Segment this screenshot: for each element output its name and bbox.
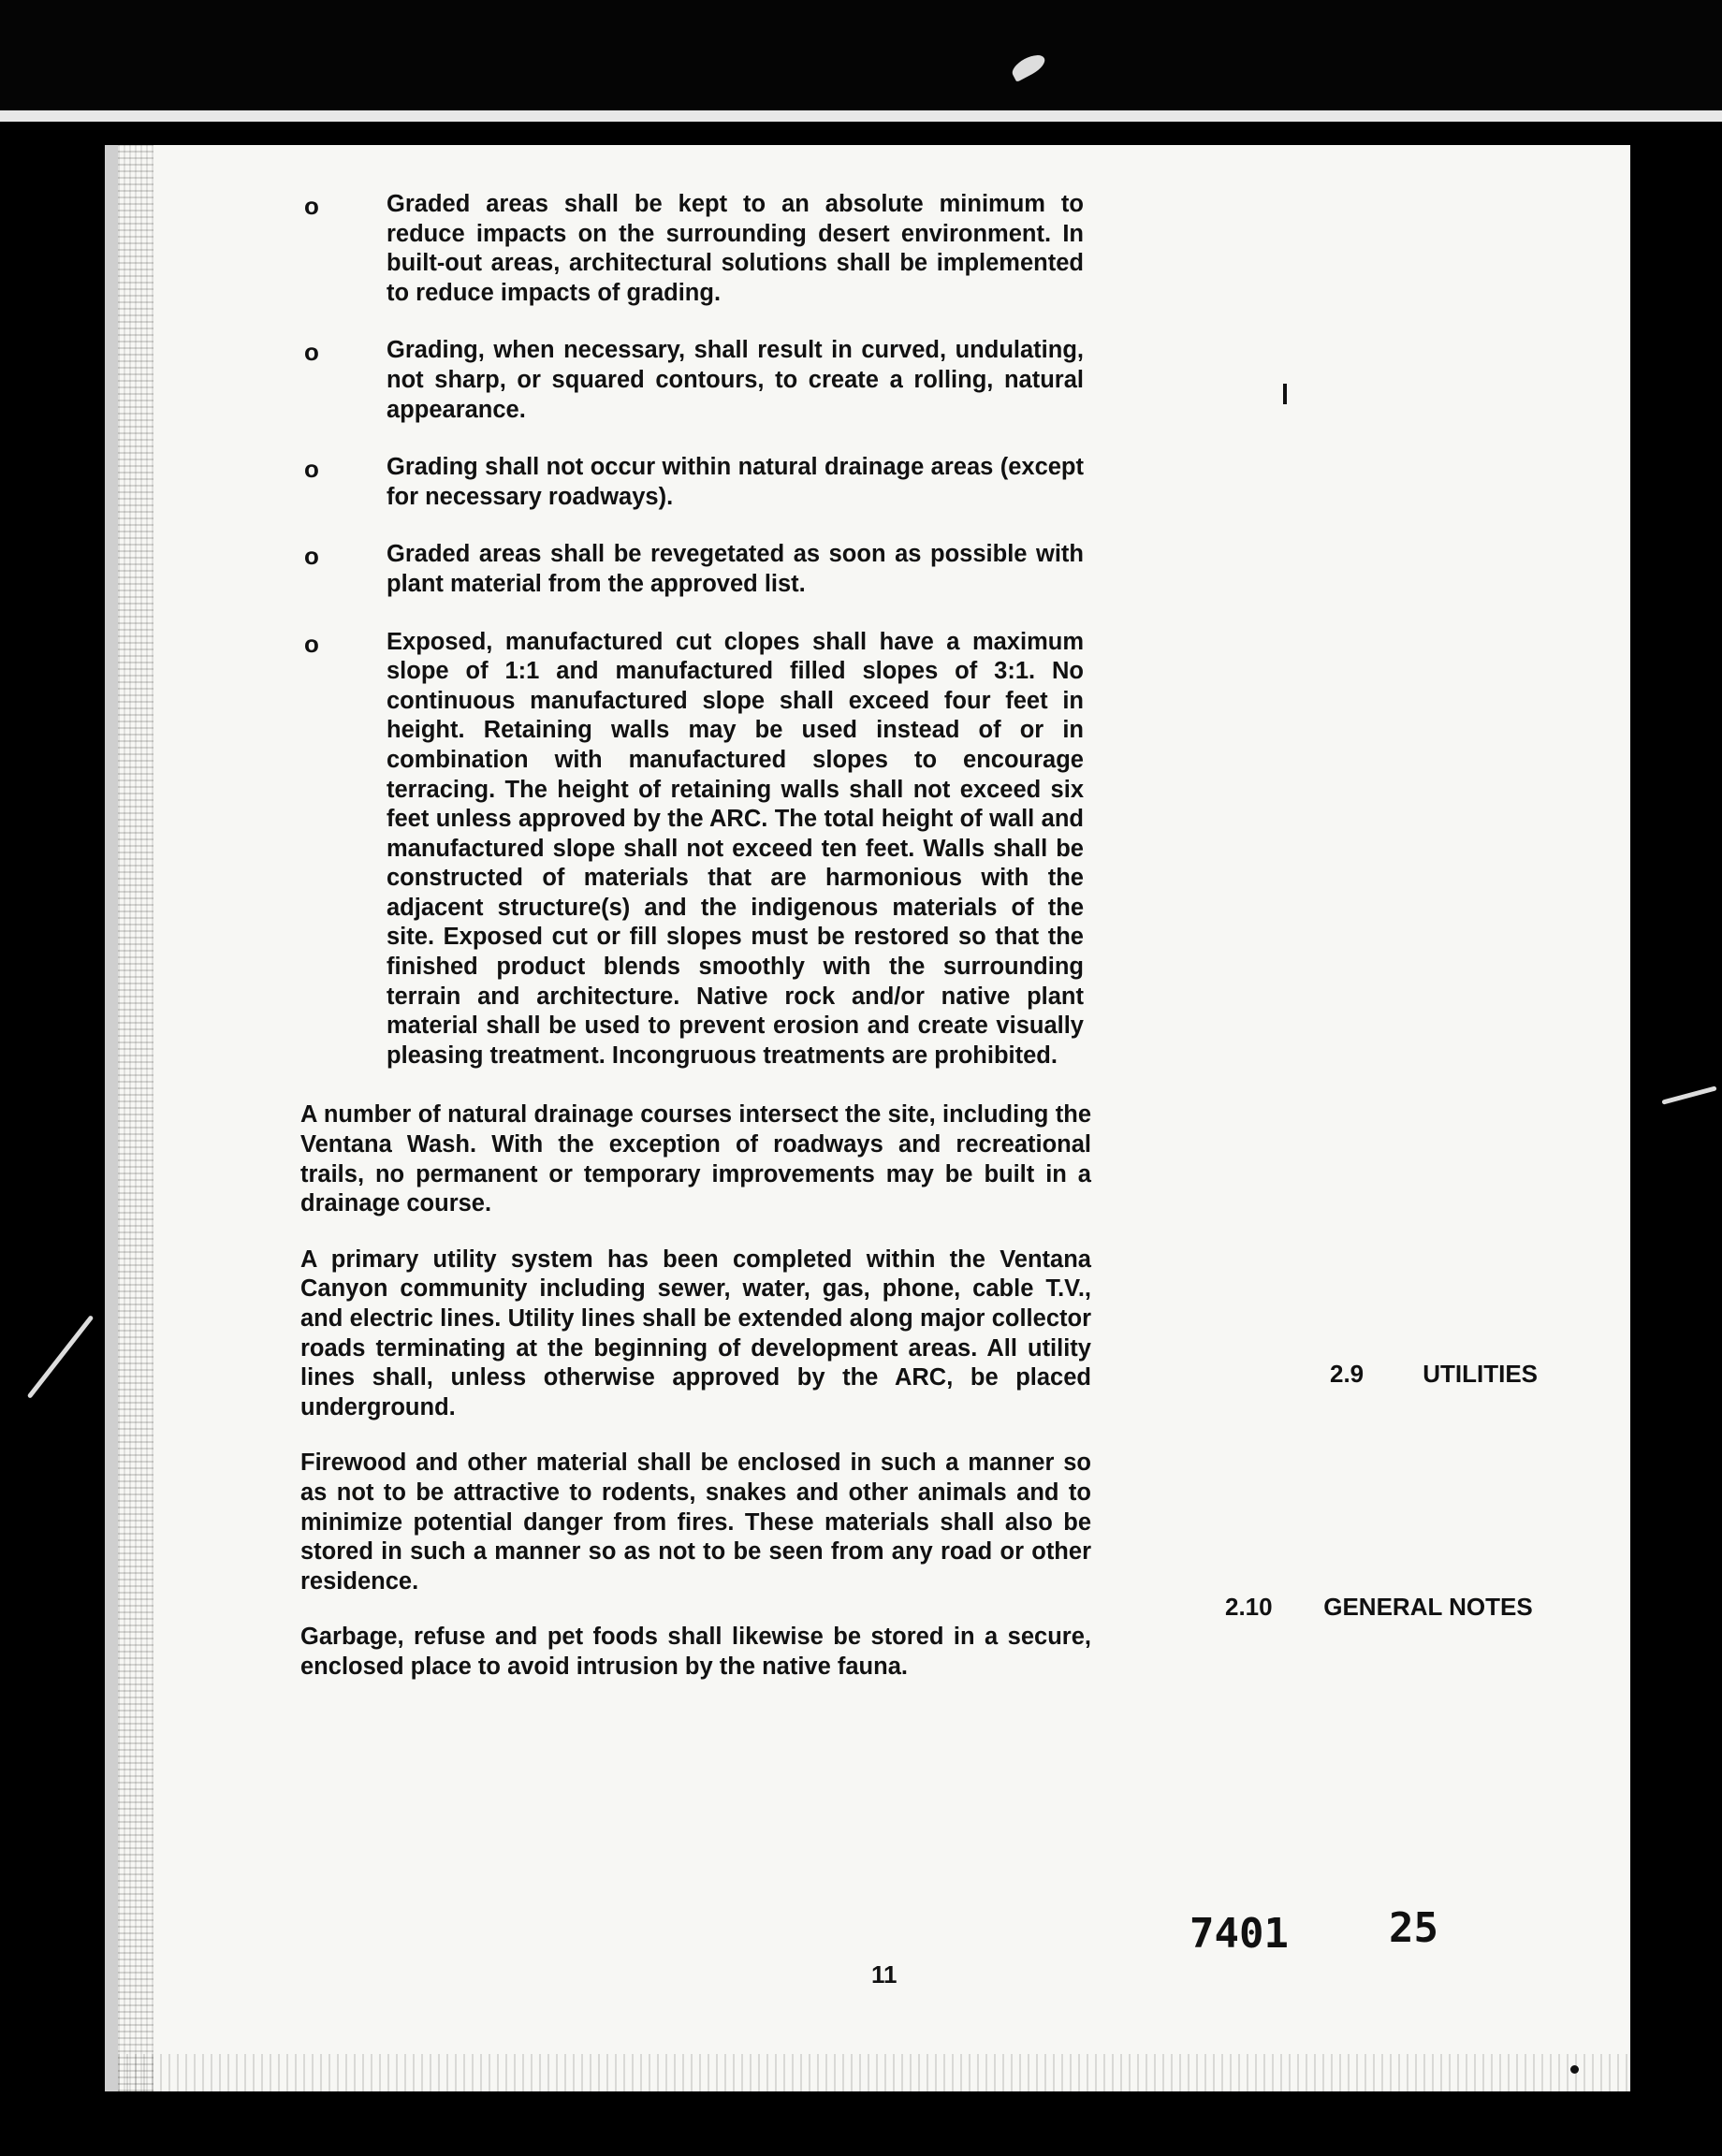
section-number: 2.10 bbox=[1225, 1593, 1273, 1621]
section-label: UTILITIES bbox=[1423, 1360, 1539, 1388]
bullet-text: Grading, when necessary, shall result in curved, undulating, not sharp, or squared contours, to create a rolling, natural appearance. bbox=[387, 337, 1084, 423]
scan-artifact bbox=[1661, 1085, 1716, 1104]
bullet-marker: o bbox=[304, 542, 319, 571]
section-heading-utilities bbox=[1330, 1360, 1538, 1389]
bullet-text: Graded areas shall be revegetated as soon as possible with plant material from the approved list. bbox=[387, 541, 1084, 597]
section-label: GENERAL NOTES bbox=[1323, 1593, 1533, 1621]
scan-noise bbox=[118, 145, 153, 2091]
scan-artifact bbox=[1283, 384, 1287, 404]
bullet-text: Exposed, manufactured cut clopes shall have a maximum slope of 1:1 and manufactured filled slopes of 3:1. No continuous manufactured slope shall exceed four feet in height. Retaining walls may be used instead of or in combination with manufactured slopes to encourage terracing. The height of retaining walls shall not exceed six feet unless approved by the ARC. The total height of wall and manufactured slope shall not exceed ten feet. Walls shall be constructed of materials that are harmonious with the adjacent structure(s) and the indigenous materials of the site. Exposed cut or fill slopes must be restored so that the finished product blends smoothly with the surrounding terrain and architecture. Native rock and/or native plant material shall be used to prevent erosion and create visually pleasing treatment. Incongruous treatments are prohibited. bbox=[387, 628, 1084, 1069]
bullet-text: Grading shall not occur within natural drainage areas (except for necessary roadways). bbox=[387, 454, 1084, 510]
paragraph-drainage: A number of natural drainage courses intersect the site, including the Ventana Wash. With the exception of roadways and recreational trails, no permanent or temporary improvements may be built in a drainage course. bbox=[300, 1101, 1091, 1217]
bullet-item bbox=[300, 453, 1194, 512]
scan-top-border bbox=[0, 0, 1722, 117]
bullet-marker: o bbox=[304, 629, 319, 658]
bullet-marker: o bbox=[304, 455, 319, 484]
document-stamp-number: 7401 bbox=[1189, 1910, 1289, 1958]
paragraph-firewood: Firewood and other material shall be enclosed in such a manner so as not to be attractive to rodents, snakes and other animals and to minimize potential danger from fires. These materials shall also be stored in such a manner so as not to be seen from any road or other residence. bbox=[300, 1449, 1091, 1595]
bullet-item bbox=[300, 540, 1194, 599]
bullet-text: Graded areas shall be kept to an absolute minimum to reduce impacts on the surrounding desert environment. In built-out areas, architectural solutions shall be implemented to reduce impacts of grading. bbox=[387, 191, 1084, 306]
document-page bbox=[105, 145, 1630, 2091]
bullet-item bbox=[300, 190, 1194, 308]
page-number: 11 bbox=[871, 1960, 897, 1988]
scan-top-rule bbox=[0, 110, 1722, 122]
bullet-item bbox=[300, 628, 1194, 1071]
bullet-item bbox=[300, 336, 1194, 425]
scan-noise bbox=[118, 2054, 1630, 2091]
document-stamp-page: 25 bbox=[1389, 1904, 1438, 1952]
scan-artifact bbox=[27, 1315, 95, 1399]
scan-artifact bbox=[1570, 2065, 1579, 2074]
paragraph-garbage: Garbage, refuse and pet foods shall likewise be stored in a secure, enclosed place to avoid intrusion by the native fauna. bbox=[300, 1624, 1091, 1680]
bullet-marker: o bbox=[304, 338, 319, 367]
section-number: 2.9 bbox=[1330, 1360, 1364, 1388]
bullet-marker: o bbox=[304, 192, 319, 220]
section-heading-general-notes bbox=[1225, 1593, 1533, 1622]
paragraph-utilities: A primary utility system has been completed within the Ventana Canyon community including sewer, water, gas, phone, cable T.V., and electric lines. Utility lines shall be extended along major collector roads terminating at the beginning of development areas. All utility lines shall, unless otherwise approved by the ARC, be placed underground. bbox=[300, 1246, 1091, 1420]
main-text-column bbox=[300, 190, 1194, 1709]
